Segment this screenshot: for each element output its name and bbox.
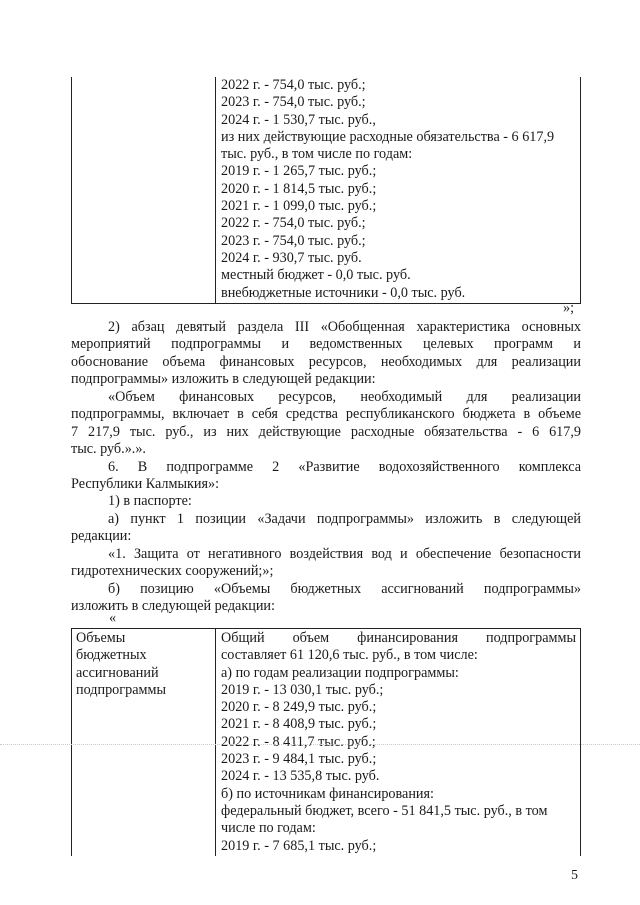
paragraph-quote-task bbox=[71, 546, 581, 581]
table-line: 2019 г. - 1 265,7 тыс. руб.; bbox=[221, 163, 377, 180]
table-right-cell bbox=[216, 629, 581, 856]
table-line: из них действующие расходные обязательства - 6 617,9 bbox=[221, 128, 555, 145]
table-line: 2021 г. - 8 408,9 тыс. руб.; bbox=[221, 716, 377, 733]
paragraph-item-a bbox=[71, 511, 581, 546]
table-left-cell bbox=[72, 629, 216, 856]
text-line: Республики Калмыкия»: bbox=[71, 476, 220, 493]
scan-artifact-dotted-line bbox=[0, 744, 640, 746]
text-line: мероприятий подпрограммы и ведомственных целевых программ и bbox=[71, 336, 581, 353]
text-line: 6. В подпрограмме 2 «Развитие водохозяйственного комплекса bbox=[108, 459, 581, 475]
table-line: Общий объем финансирования подпрограммы bbox=[221, 630, 576, 646]
table-line: а) по годам реализации подпрограммы: bbox=[221, 664, 459, 681]
paragraph-item-2 bbox=[71, 319, 581, 389]
text-line: обоснование объема финансовых ресурсов, необходимых для реализации bbox=[71, 353, 581, 370]
table-line: составляет 61 120,6 тыс. руб., в том числе: bbox=[221, 647, 478, 664]
table-left-cell-empty bbox=[72, 77, 216, 303]
table-line: 2022 г. - 754,0 тыс. руб.; bbox=[221, 215, 366, 232]
table-line: 2021 г. - 1 099,0 тыс. руб.; bbox=[221, 198, 377, 215]
table-line: 2024 г. - 13 535,8 тыс. руб. bbox=[221, 768, 380, 785]
text-line: подпрограммы, включает в себя средства республиканского бюджета в объеме bbox=[71, 406, 581, 423]
table-line: 2022 г. - 8 411,7 тыс. руб.; bbox=[221, 733, 376, 750]
paragraph-item-b bbox=[71, 581, 581, 616]
table-line: 2023 г. - 754,0 тыс. руб.; bbox=[221, 94, 366, 111]
table-label-line: Объемы bbox=[76, 630, 126, 646]
table-line: б) по источникам финансирования: bbox=[221, 785, 434, 802]
table-line: федеральный бюджет, всего - 51 841,5 тыс. руб., в том bbox=[221, 802, 548, 819]
text-line: редакции: bbox=[71, 528, 132, 545]
funding-table-continuation bbox=[71, 77, 581, 304]
text-line: «1. Защита от негативного воздействия вод и обеспечение безопасности bbox=[108, 546, 581, 562]
table-line: числе по годам: bbox=[221, 820, 316, 837]
closing-quote: »; bbox=[563, 300, 575, 316]
table-line: 2024 г. - 930,7 тыс. руб. bbox=[221, 249, 362, 266]
text-line: изложить в следующей редакции: bbox=[71, 598, 275, 615]
paragraph-quote-volume bbox=[71, 389, 581, 459]
table-label-line: бюджетных bbox=[76, 647, 147, 664]
text-line: а) пункт 1 позиции «Задачи подпрограммы» изложить в следующей bbox=[108, 511, 581, 527]
text-line: 7 217,9 тыс. руб., из них действующие расходные обязательства - 6 617,9 bbox=[71, 423, 581, 440]
table-line: 2019 г. - 7 685,1 тыс. руб.; bbox=[221, 837, 377, 854]
table-label-line: ассигнований bbox=[76, 664, 159, 681]
funding-volume-table bbox=[71, 628, 581, 856]
paragraph-item-6 bbox=[71, 459, 581, 494]
table-line: 2023 г. - 754,0 тыс. руб.; bbox=[221, 232, 366, 249]
text-line: 1) в паспорте: bbox=[108, 493, 192, 509]
paragraph-passport bbox=[71, 493, 581, 510]
text-line: подпрограммы» изложить в следующей редакции: bbox=[71, 371, 376, 388]
table-line: тыс. руб., в том числе по годам: bbox=[221, 146, 413, 163]
table-line: местный бюджет - 0,0 тыс. руб. bbox=[221, 267, 411, 284]
text-line: «Объем финансовых ресурсов, необходимый для реализации bbox=[108, 389, 581, 405]
table-line: 2020 г. - 1 814,5 тыс. руб.; bbox=[221, 180, 377, 197]
text-line: б) позицию «Объемы бюджетных ассигнований подпрограммы» bbox=[108, 581, 581, 597]
table-line: 2022 г. - 754,0 тыс. руб.; bbox=[221, 77, 366, 93]
table-line: 2023 г. - 9 484,1 тыс. руб.; bbox=[221, 751, 377, 768]
table-line: 2024 г. - 1 530,7 тыс. руб., bbox=[221, 111, 376, 128]
table-line: 2019 г. - 13 030,1 тыс. руб.; bbox=[221, 681, 384, 698]
opening-quote: « bbox=[109, 610, 117, 626]
text-line: гидротехнических сооружений;»; bbox=[71, 563, 274, 580]
table-right-cell bbox=[216, 77, 581, 303]
text-line: тыс. руб.».». bbox=[71, 441, 146, 458]
page-number: 5 bbox=[571, 868, 578, 883]
table-line: внебюджетные источники - 0,0 тыс. руб. bbox=[221, 284, 466, 301]
text-line: 2) абзац девятый раздела III «Обобщенная характеристика основных bbox=[108, 319, 581, 335]
table-label-line: подпрограммы bbox=[76, 681, 166, 698]
table-line: 2020 г. - 8 249,9 тыс. руб.; bbox=[221, 699, 377, 716]
